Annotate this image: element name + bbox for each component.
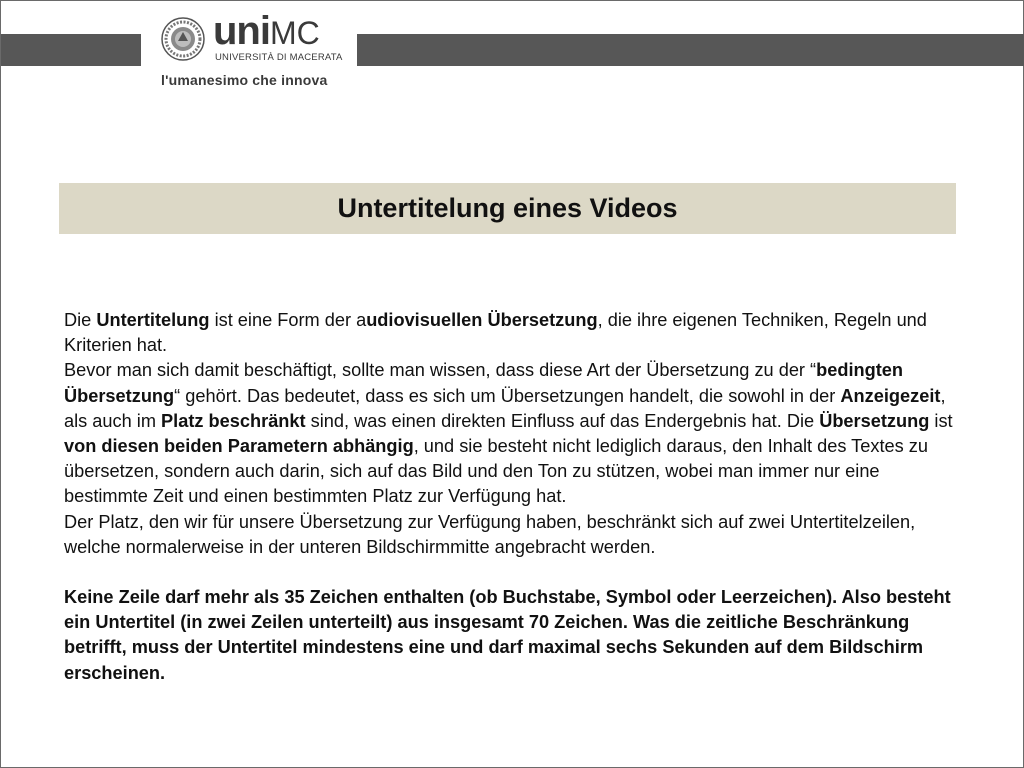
- header-bar-right: [357, 34, 1024, 66]
- paragraph-constrained-translation: Bevor man sich damit beschäftigt, sollte man wissen, dass diese Art der Übersetzung zu der “bedingten Übersetzung“ gehört. Das bedeutet, dass es sich um Übersetzungen handelt, die sowohl in der Anzeigezeit, als auch im Platz beschränkt sind, was einen direkten Einfluss auf das Endergebnis hat. Die Übersetzung ist von diesen beiden Parametern abhängig, und sie besteht nicht lediglich daraus, den Inhalt des Textes zu übersetzen, sondern auch darin, sich auf das Bild und den Ton zu stützen, wobei man immer nur eine bestimmte Zeit und einen bestimmten Platz zur Verfügung hat.: [64, 360, 953, 507]
- paragraph-space: Der Platz, den wir für unsere Übersetzung zur Verfügung haben, beschränkt sich auf zwei Untertitelzeilen, welche normalerweise in der unteren Bildschirmmitte angebracht werden.: [64, 511, 916, 557]
- logo-wordmark: uniMC: [213, 9, 320, 53]
- body-text: [64, 308, 964, 686]
- logo-motto: l'umanesimo che innova: [161, 72, 328, 88]
- slide-title: Untertitelung eines Videos: [337, 193, 678, 223]
- header-bar-left: [1, 34, 141, 66]
- university-seal-icon: [161, 17, 205, 61]
- logo-university-name: UNIVERSITÀ DI MACERATA: [215, 52, 343, 63]
- paragraph-rules: Keine Zeile darf mehr als 35 Zeichen enthalten (ob Buchstabe, Symbol oder Leerzeichen). Also besteht ein Untertitel (in zwei Zeilen unterteilt) aus insgesamt 70 Zeichen. Was die zeitliche Beschränkung betrifft, muss der Untertitel mindestens eine und darf maximal sechs Sekunden auf dem Bildschirm erscheinen.: [64, 587, 951, 683]
- title-band: [59, 183, 956, 234]
- paragraph-definition: Die Untertitelung ist eine Form der audiovisuellen Übersetzung, die ihre eigenen Techniken, Regeln und Kriterien hat.: [64, 310, 927, 356]
